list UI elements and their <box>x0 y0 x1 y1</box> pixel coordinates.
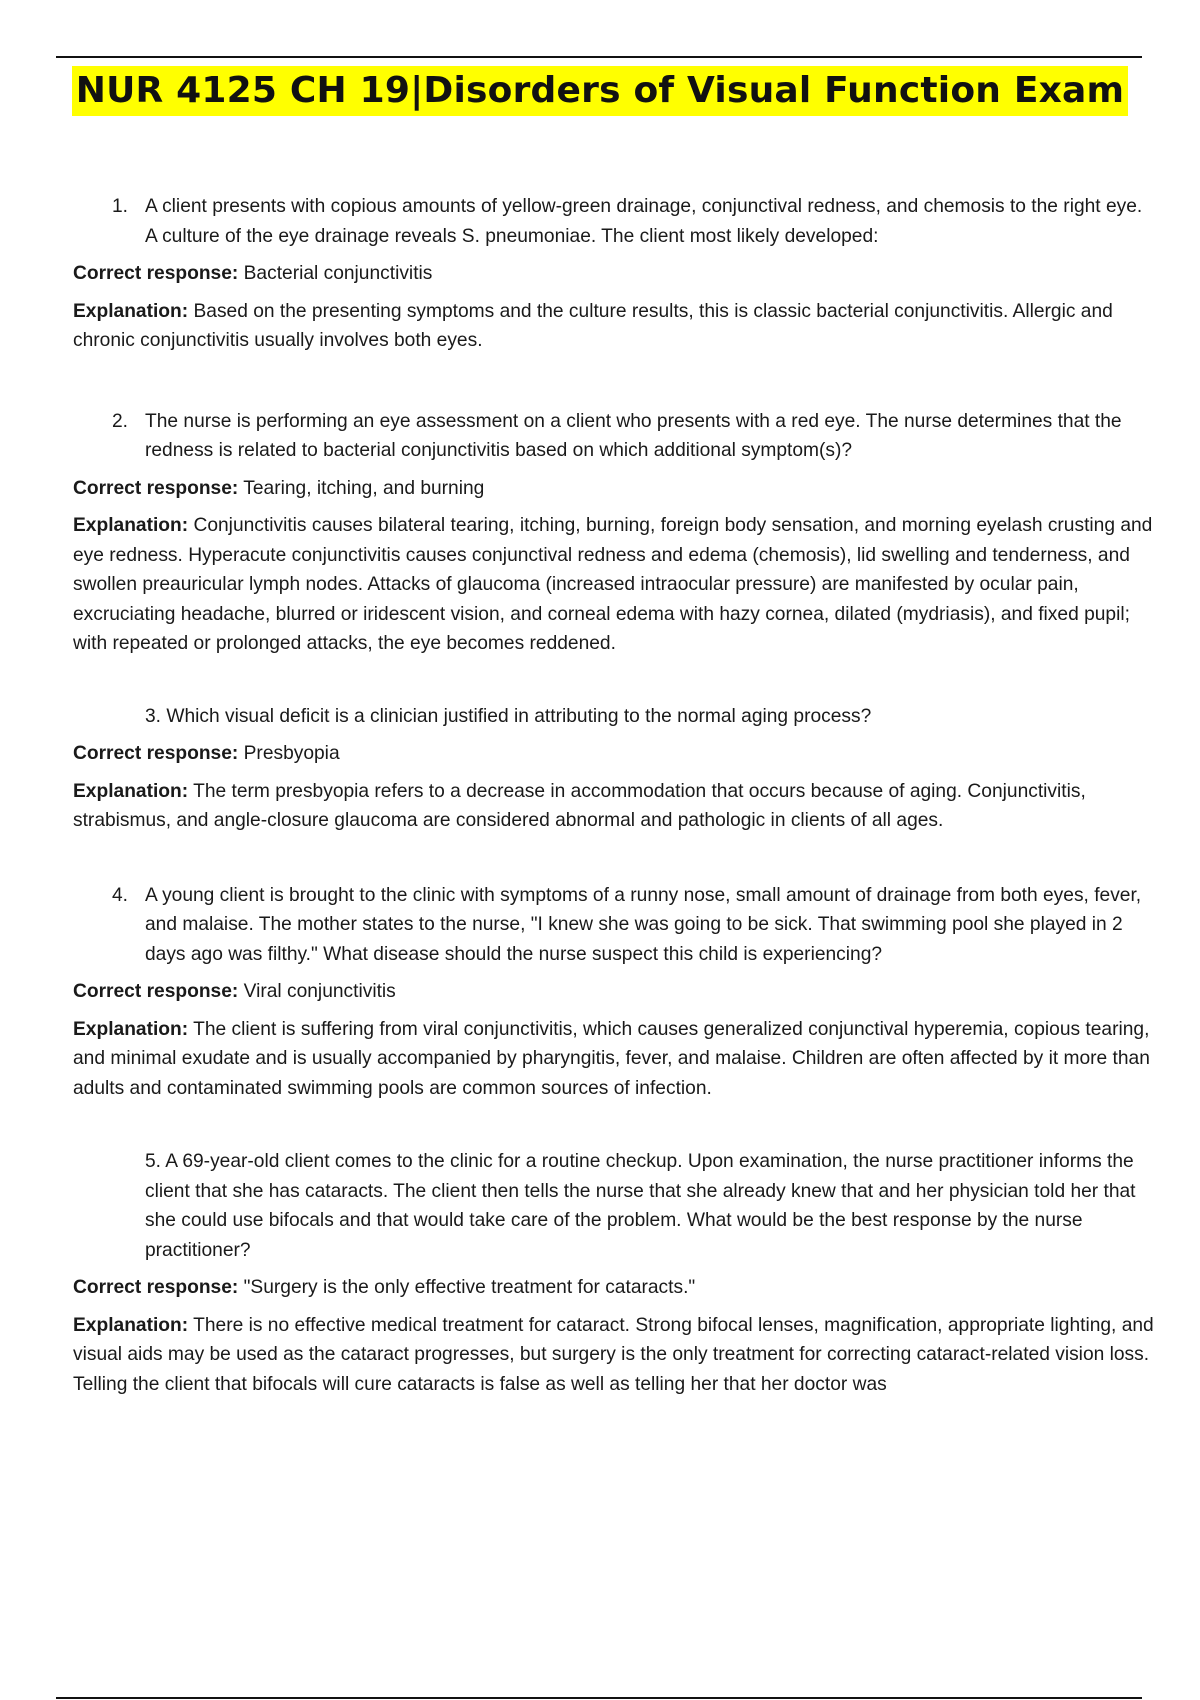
response-text: Viral conjunctivitis <box>243 981 396 1002</box>
explanation-text: The term presbyopia refers to a decrease in accommodation that occurs because of aging. Conjunctivitis, strabismus, and angle-closure glaucoma are considered abnormal and pathologic in clients of all ages. <box>73 780 1086 831</box>
top-rule <box>56 56 1142 58</box>
explanation-label: Explanation: <box>73 300 189 322</box>
response-label: Correct response: <box>73 1277 239 1298</box>
question-text: 5. A 69-year-old client comes to the clinic for a routine checkup. Upon examination, the nurse practitioner informs the client that she has cataracts. The client then tells the nurse that she already knew that and her physician told her that she could use bifocals and that would take care of the problem. What would be the best response by the nurse practitioner? <box>145 1151 1136 1261</box>
response-label: Correct response: <box>73 477 239 499</box>
response-text: "Surgery is the only effective treatment for cataracts." <box>243 1277 696 1298</box>
page-title: NUR 4125 CH 19|Disorders of Visual Function Exam <box>72 66 1129 116</box>
correct-response <box>73 474 1155 504</box>
correct-response <box>73 1273 1155 1303</box>
correct-response <box>73 739 1155 769</box>
question-number: 1. <box>111 196 128 217</box>
response-label: Correct response: <box>73 981 239 1002</box>
question-number: 2. <box>111 410 128 432</box>
explanation-label: Explanation: <box>73 780 189 802</box>
explanation <box>73 511 1155 659</box>
question-number: 4. <box>111 884 128 906</box>
question-text: The nurse is performing an eye assessment on a client who presents with a red eye. The nurse determines that the redness is related to bacterial conjunctivitis based on which additional symptom(s)? <box>145 410 1122 461</box>
explanation <box>73 297 1155 356</box>
explanation-text: Based on the presenting symptoms and the culture results, this is classic bacterial conjunctivitis. Allergic and chronic conjunctivitis usually involves both eyes. <box>73 300 1113 351</box>
response-text: Bacterial conjunctivitis <box>243 263 433 284</box>
explanation-label: Explanation: <box>73 515 189 536</box>
response-label: Correct response: <box>73 743 239 764</box>
title-block <box>0 66 1200 116</box>
explanation-text: The client is suffering from viral conjunctivitis, which causes generalized conjunctival hyperemia, copious tearing, and minimal exudate and is usually accompanied by pharyngitis, fever, and malaise. Children are often affected by it more than adults and contaminated swimming pools are common sources of infection. <box>73 1018 1150 1099</box>
question-text: A client presents with copious amounts of yellow-green drainage, conjunctival redness, and chemosis to the right eye. A culture of the eye drainage reveals S. pneumoniae. The client most likely developed: <box>145 196 1143 247</box>
explanation-label: Explanation: <box>73 1018 189 1040</box>
bottom-rule <box>56 1697 1142 1699</box>
question-1 <box>73 192 1155 251</box>
question-3 <box>73 702 1155 732</box>
explanation <box>73 1311 1155 1400</box>
explanation <box>73 1015 1155 1104</box>
response-text: Presbyopia <box>243 743 340 764</box>
question-4 <box>73 881 1155 970</box>
correct-response <box>73 977 1155 1007</box>
question-5 <box>73 1147 1155 1265</box>
document-body <box>73 192 1155 1399</box>
explanation-text: Conjunctivitis causes bilateral tearing, itching, burning, foreign body sensation, and morning eyelash crusting and eye redness. Hyperacute conjunctivitis causes conjunctival redness and edema (chemosis), lid swelling and tenderness, and swollen preauricular lymph nodes. Attacks of glaucoma (increased intraocular pressure) are manifested by ocular pain, excruciating headache, blurred or iridescent vision, and corneal edema with hazy cornea, dilated (mydriasis), and fixed pupil; with repeated or prolonged attacks, the eye becomes reddened. <box>73 515 1153 654</box>
response-text: Tearing, itching, and burning <box>243 477 485 499</box>
question-2 <box>73 407 1155 466</box>
correct-response <box>73 259 1155 289</box>
question-text: A young client is brought to the clinic with symptoms of a runny nose, small amount of drainage from both eyes, fever, and malaise. The mother states to the nurse, "I knew she was going to be sick. That swimming pool she played in 2 days ago was filthy." What disease should the nurse suspect this child is experiencing? <box>145 884 1142 965</box>
explanation-text: There is no effective medical treatment for cataract. Strong bifocal lenses, magnification, appropriate lighting, and visual aids may be used as the cataract progresses, but surgery is the only treatment for correcting cataract-related vision loss. Telling the client that bifocals will cure cataracts is false as well as telling her that her doctor was <box>73 1314 1154 1395</box>
response-label: Correct response: <box>73 263 239 284</box>
question-text: 3. Which visual deficit is a clinician justified in attributing to the normal aging process? <box>145 705 872 727</box>
explanation <box>73 777 1155 836</box>
explanation-label: Explanation: <box>73 1314 189 1336</box>
